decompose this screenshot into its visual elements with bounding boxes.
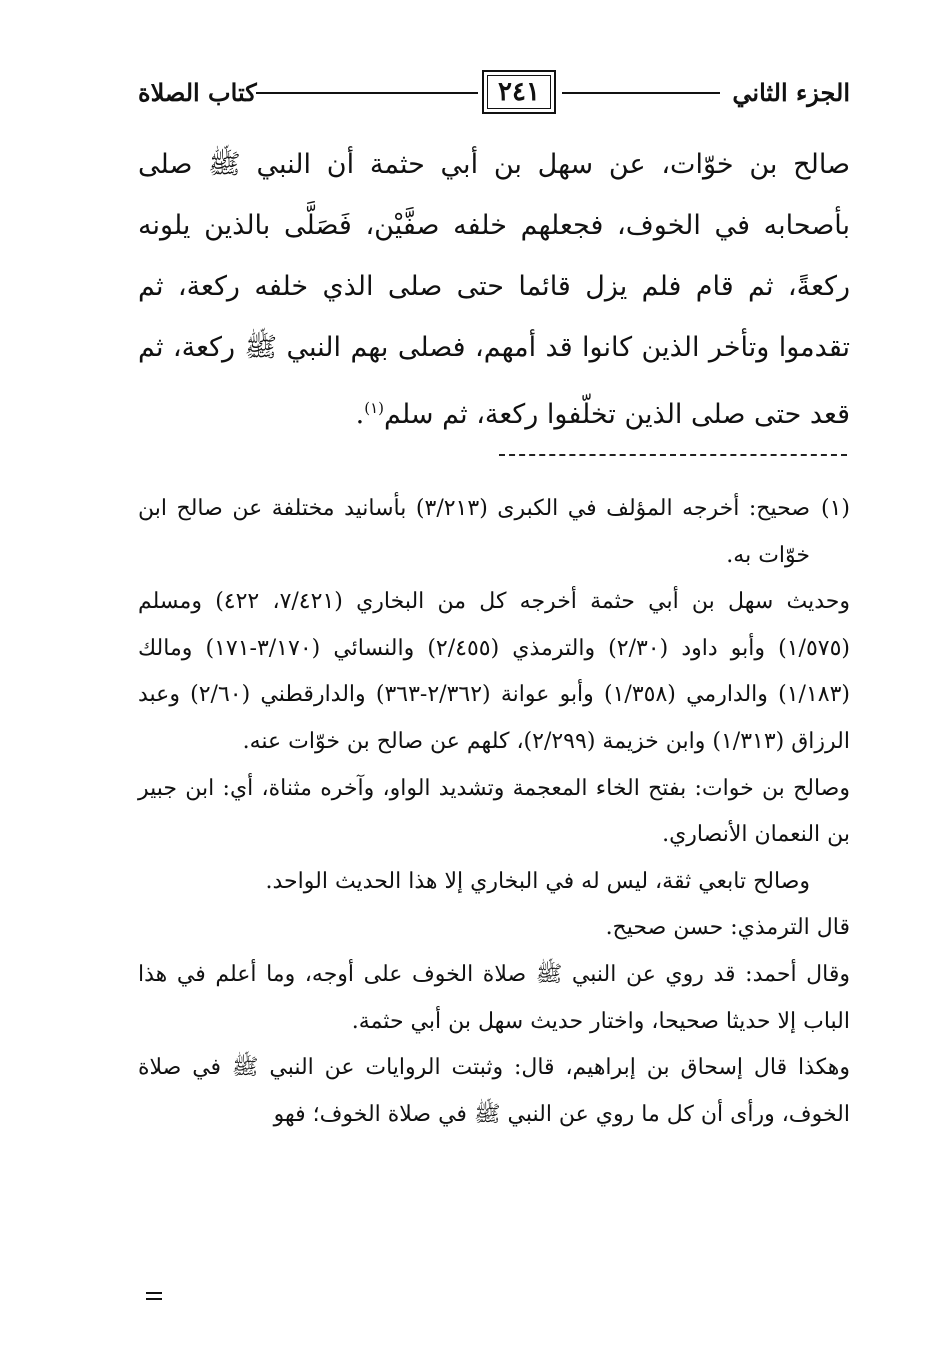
footnote-paragraph: وصالح بن خوات: بفتح الخاء المعجمة وتشديد الواو، وآخره مثناة، أي: ابن جبير بن النعمان الأنصاري. — [138, 775, 850, 848]
footnote-paragraph: وحديث سهل بن أبي حثمة أخرجه كل من البخاري (٧/٤٢١، ٤٢٢) ومسلم (١/٥٧٥) وأبو داود (٢/٣٠) والترمذي (٢/٤٥٥) والنسائي (٣/١٧٠-١٧١) ومالك (١/١٨٣) والدارمي (١/٣٥٨) وأبو عوانة (٢/٣٦٢-٣٦٣) والدارقطني (٢/٦٠) وعبد الرزاق (١/٣١٣) وابن خزيمة (٢/٢٩٩)، كلهم عن صالح بن خوّات عنه. — [138, 589, 851, 754]
page-number: ٢٤١ — [482, 70, 556, 114]
footnote-paragraph: قال الترمذي: حسن صحيح. — [605, 915, 850, 941]
main-paragraph-end: . — [355, 399, 365, 430]
book-title: كتاب الصلاة — [138, 78, 257, 107]
main-paragraph-text: صالح بن خوّات، عن سهل بن أبي حثمة أن النبي ﷺ صلى بأصحابه في الخوف، فجعلهم خلفه صفَّيْن، فَصَلَّى بالذين يلونه ركعةً، ثم قام فلم يزل قائما حتى صلى الذي خلفه ركعة، ثم تقدموا وتأخر الذين كانوا قد أمهم، فصلى بهم النبي ﷺ ركعة، ثم قعد حتى صلى الذين تخلّفوا ركعة، ثم سلم — [138, 149, 850, 430]
continuation-mark-line — [146, 1298, 162, 1300]
continuation-mark — [146, 1292, 162, 1304]
footnote-paragraph: وقال أحمد: قد روي عن النبي ﷺ صلاة الخوف على أوجه، وما أعلم في هذا الباب إلا حديثا صحيحا، واختار حديث سهل بن أبي حثمة. — [138, 961, 850, 1034]
header-rule-left — [256, 92, 478, 94]
footnote-paragraph: وصالح تابعي ثقة، ليس له في البخاري إلا هذا الحديث الواحد. — [265, 868, 810, 894]
page-header — [138, 70, 850, 122]
footnote-reference: (١) — [364, 399, 385, 417]
footnotes — [138, 486, 850, 1138]
footnote-marker: (١) — [821, 496, 851, 521]
footnote-1-text: صحيح: أخرجه المؤلف في الكبرى (٣/٢١٣) بأسانيد مختلفة عن صالح ابن خوّات به. — [138, 496, 811, 568]
footnote-paragraph: وهكذا قال إسحاق بن إبراهيم، قال: وثبتت الروايات عن النبي ﷺ في صلاة الخوف، ورأى أن كل ما روي عن النبي ﷺ في صلاة الخوف؛ فهو — [138, 1055, 850, 1127]
volume-title: الجزء الثاني — [732, 78, 850, 107]
continuation-mark-line — [146, 1292, 162, 1294]
header-rule-right — [562, 92, 720, 94]
footnote-separator — [499, 454, 847, 456]
main-paragraph — [138, 134, 850, 445]
footnote-1 — [138, 486, 850, 579]
main-body — [138, 134, 850, 445]
